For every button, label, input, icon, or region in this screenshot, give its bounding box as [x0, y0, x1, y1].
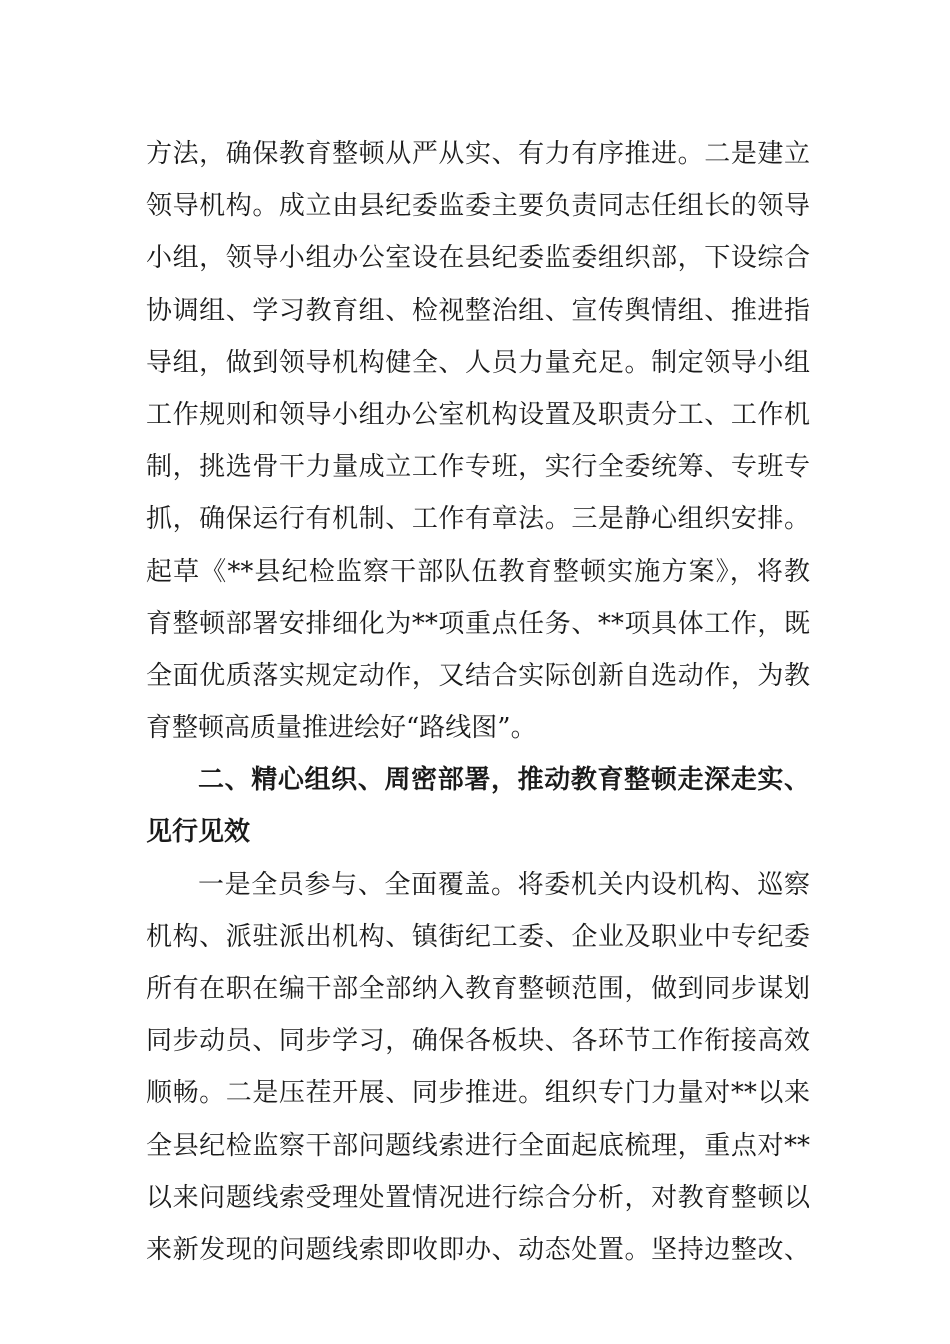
body-text-line: 抓，确保运行有机制、工作有章法。三是静心组织安排。 — [146, 504, 810, 535]
section-heading: 二、精心组织、周密部署，推动教育整顿走深走实、 — [198, 765, 810, 796]
body-text-line: 育整顿高质量推进绘好“路线图”。 — [146, 713, 537, 744]
body-text-line: 所有在职在编干部全部纳入教育整顿范围，做到同步谋划 — [146, 974, 810, 1004]
body-text-line: 同步动员、同步学习，确保各板块、各环节工作衔接高效 — [146, 1026, 810, 1057]
body-text-line: 起草《**县纪检监察干部队伍教育整顿实施方案》，将教 — [146, 556, 810, 587]
body-text-line: 全面优质落实规定动作，又结合实际创新自选动作，为教 — [146, 660, 810, 691]
body-text-line: 机构、派驻派出机构、镇街纪工委、企业及职业中专纪委 — [146, 921, 810, 952]
body-text-line: 全县纪检监察干部问题线索进行全面起底梳理，重点对** — [146, 1130, 810, 1161]
document-body — [146, 128, 810, 1276]
body-text-line: 一是全员参与、全面覆盖。将委机关内设机构、巡察 — [198, 869, 810, 900]
body-text-line: 以来问题线索受理处置情况进行综合分析，对教育整顿以 — [146, 1182, 810, 1213]
body-text-line: 领导机构。成立由县纪委监委主要负责同志任组长的领导 — [146, 191, 810, 222]
body-text-line: 导组，做到领导机构健全、人员力量充足。制定领导小组 — [146, 347, 810, 378]
body-text-line: 顺畅。二是压茬开展、同步推进。组织专门力量对**以来 — [146, 1078, 810, 1109]
body-text-line: 来新发现的问题线索即收即办、动态处置。坚持边整改、 — [146, 1234, 810, 1265]
body-text-line: 方法，确保教育整顿从严从实、有力有序推进。二是建立 — [146, 139, 810, 169]
body-text-line: 育整顿部署安排细化为**项重点任务、**项具体工作，既 — [146, 608, 810, 639]
body-text-line: 小组，领导小组办公室设在县纪委监委组织部，下设综合 — [146, 243, 810, 274]
body-text-line: 工作规则和领导小组办公室机构设置及职责分工、工作机 — [146, 399, 810, 430]
section-heading: 见行见效 — [146, 817, 251, 848]
body-text-line: 制，挑选骨干力量成立工作专班，实行全委统筹、专班专 — [146, 452, 810, 483]
body-text-line: 协调组、学习教育组、检视整治组、宣传舆情组、推进指 — [146, 295, 810, 326]
